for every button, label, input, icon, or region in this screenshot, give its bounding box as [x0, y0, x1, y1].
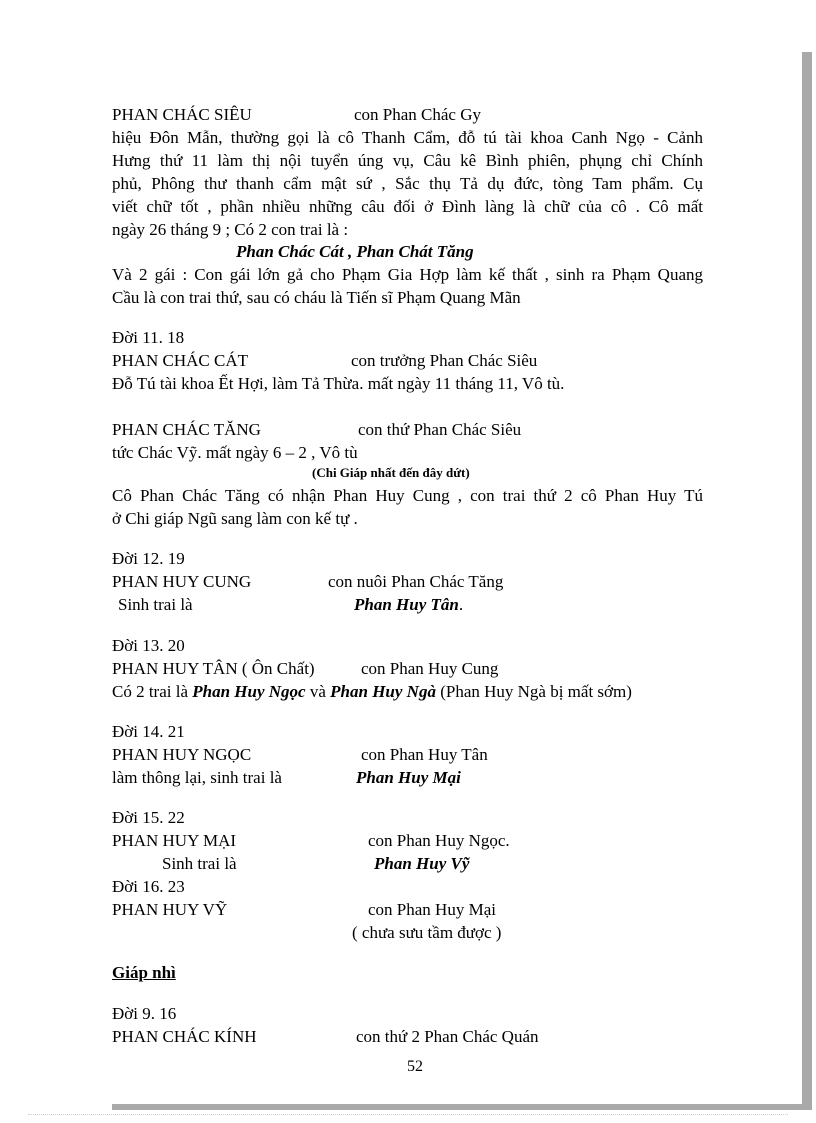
text-run: và: [309, 682, 326, 701]
bio-line: Hưng thứ 11 làm thị nội tuyển úng vụ, Câu kê Bình phiên, phụng chỉ Chính: [112, 151, 703, 170]
bio-line: làm thông lại, sinh trai là: [112, 768, 282, 787]
bio-line: ngày 26 tháng 9 ; Có 2 con trai là :: [112, 220, 349, 239]
bio-line: [112, 681, 632, 703]
generation-heading: Đời 12. 19: [112, 549, 185, 568]
bio-note: ( chưa sưu tầm được ): [352, 923, 502, 942]
parent-relation: con thứ 2 Phan Chác Quán: [356, 1027, 539, 1046]
parent-relation: con nuôi Phan Chác Tăng: [328, 572, 504, 591]
children-names: Phan Huy Tân.: [354, 595, 464, 614]
bio-line: Và 2 gái : Con gái lớn gả cho Phạm Gia Hợp làm kế thất , sinh ra Phạm Quang: [112, 265, 703, 284]
bio-line: viết chữ tốt , phần nhiều những câu đối ở Đình làng là chữ của cô . Cô mất: [112, 197, 703, 216]
child-name: Phan Huy Tân: [354, 595, 459, 614]
section-heading: Giáp nhì: [112, 963, 176, 982]
generation-heading: Đời 15. 22: [112, 808, 185, 827]
generation-heading: Đời 11. 18: [112, 328, 185, 347]
bio-line: Sinh trai là: [118, 595, 193, 614]
page-shadow-bottom: [112, 1104, 812, 1110]
child-name: Phan Huy Ngọc: [192, 682, 306, 701]
branch-note: (Chi Giáp nhất đến đây dứt): [312, 465, 470, 480]
person-name: PHAN HUY TÂN ( Ôn Chất): [112, 659, 315, 678]
bio-line: Cầu là con trai thứ, sau có cháu là Tiến sĩ Phạm Quang Mãn: [112, 288, 521, 307]
bio-line: tức Chác Vỹ. mất ngày 6 – 2 , Vô tù: [112, 443, 358, 462]
page-bottom-border: [28, 1114, 788, 1115]
bio-line: phủ, Phông thư thanh cẩm mật sứ , Sắc thụ Tả dụ đức, tòng Tam phẩm. Cụ: [112, 174, 703, 193]
generation-heading: Đời 16. 23: [112, 877, 185, 896]
person-name: PHAN HUY MẠI: [112, 831, 237, 850]
person-name: PHAN HUY CUNG: [112, 572, 252, 591]
bio-line: Cô Phan Chác Tăng có nhận Phan Huy Cung , con trai thứ 2 cô Phan Huy Tú: [112, 486, 703, 505]
bio-line: Đỗ Tú tài khoa Ết Hợi, làm Tả Thừa. mất ngày 11 tháng 11, Vô tù.: [112, 374, 565, 393]
parent-relation: con Phan Huy Mại: [368, 900, 496, 919]
person-name: PHAN CHÁC TĂNG: [112, 420, 261, 439]
page-number: 52: [407, 1058, 423, 1075]
page-shadow-right: [802, 52, 812, 1104]
child-name: Phan Huy Vỹ: [374, 854, 470, 873]
parent-relation: con Phan Chác Gy: [354, 105, 482, 124]
generation-heading: Đời 9. 16: [112, 1004, 177, 1023]
bio-line: ở Chi giáp Ngũ sang làm con kế tự .: [112, 509, 358, 528]
text-run: Có 2 trai là: [112, 682, 189, 701]
child-name: Phan Huy Mại: [356, 768, 461, 787]
parent-relation: con thứ Phan Chác Siêu: [358, 420, 522, 439]
generation-heading: Đời 14. 21: [112, 722, 185, 741]
generation-heading: Đời 13. 20: [112, 636, 185, 655]
parent-relation: con trưởng Phan Chác Siêu: [351, 351, 538, 370]
person-name: PHAN CHÁC SIÊU: [112, 105, 252, 124]
bio-line: hiệu Đôn Mẫn, thường gọi là cô Thanh Cẩm, đỗ tú tài khoa Canh Ngọ - Cảnh: [112, 128, 703, 147]
children-names: Phan Chác Cát , Phan Chát Tăng: [236, 242, 474, 261]
person-name: PHAN HUY VỸ: [112, 900, 228, 919]
person-name: PHAN CHÁC KÍNH: [112, 1027, 257, 1046]
bio-line: Sinh trai là: [162, 854, 237, 873]
parent-relation: con Phan Huy Tân: [361, 745, 488, 764]
child-name: Phan Huy Ngà: [330, 682, 436, 701]
parent-relation: con Phan Huy Ngọc.: [368, 831, 510, 850]
parent-relation: con Phan Huy Cung: [361, 659, 499, 678]
text-run: (Phan Huy Ngà bị mất sớm): [440, 682, 632, 701]
person-name: PHAN HUY NGỌC: [112, 745, 252, 764]
person-name: PHAN CHÁC CÁT: [112, 351, 249, 370]
